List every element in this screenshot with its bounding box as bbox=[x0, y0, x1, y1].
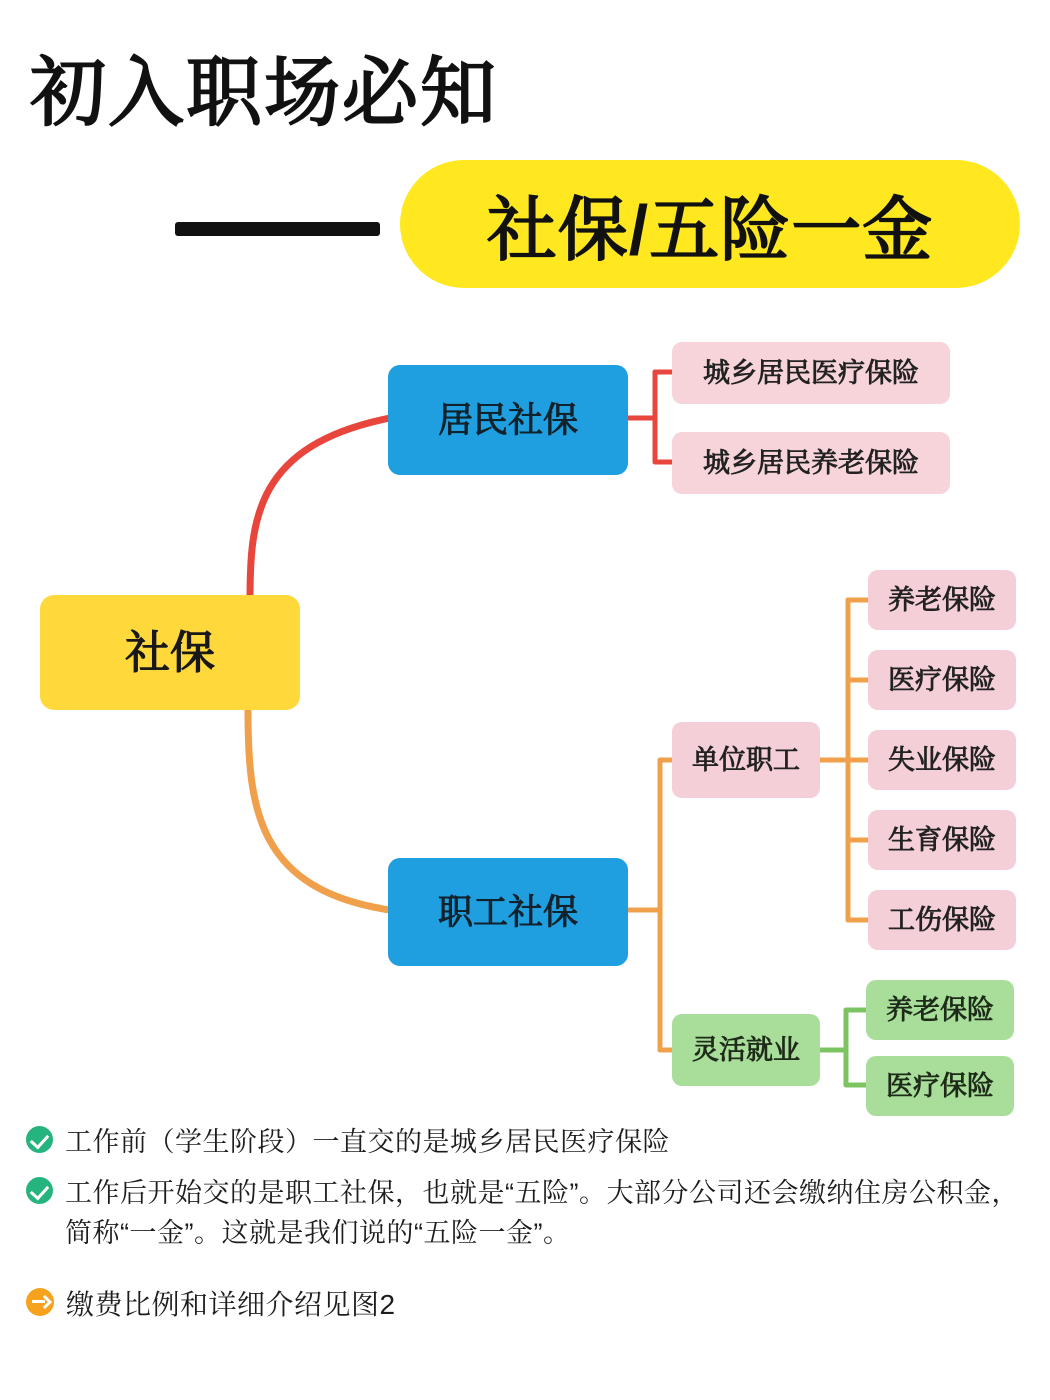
node-label: 养老保险 bbox=[888, 584, 996, 615]
check-circle-icon bbox=[26, 1126, 53, 1158]
mindmap-leaf-employee-maternity[interactable] bbox=[868, 810, 1016, 870]
note-item bbox=[26, 1173, 1024, 1254]
mindmap-leaf-employee-pension[interactable] bbox=[868, 570, 1016, 630]
mindmap-node-resident-social-insurance[interactable] bbox=[388, 365, 628, 475]
mindmap-node-employee-social-insurance[interactable] bbox=[388, 858, 628, 966]
note-text: 工作后开始交的是职工社保，也就是“五险”。大部分公司还会缴纳住房公积金，简称“一金”。这就是我们说的“五险一金”。 bbox=[65, 1177, 1019, 1248]
arrow-circle-icon bbox=[26, 1288, 54, 1321]
node-label: 工伤保险 bbox=[888, 904, 996, 935]
mindmap-node-root[interactable] bbox=[40, 595, 300, 710]
node-label: 职工社保 bbox=[437, 892, 578, 932]
mindmap-leaf-flexible-pension[interactable] bbox=[866, 980, 1014, 1040]
mindmap-node-flexible-employment[interactable] bbox=[672, 1014, 820, 1086]
node-label: 养老保险 bbox=[886, 994, 994, 1025]
mindmap-leaf-resident-pension[interactable] bbox=[672, 432, 950, 494]
node-label: 生育保险 bbox=[888, 824, 996, 855]
header bbox=[0, 0, 1050, 310]
mindmap-node-company-employee[interactable] bbox=[672, 722, 820, 798]
node-label: 城乡居民养老保险 bbox=[703, 447, 919, 478]
subtitle-pill bbox=[400, 160, 1020, 288]
page-subtitle: 社保/五险一金 bbox=[486, 190, 934, 269]
mindmap-leaf-employee-work-injury[interactable] bbox=[868, 890, 1016, 950]
check-circle-icon bbox=[26, 1177, 53, 1209]
footer-note-item bbox=[26, 1284, 1024, 1326]
note-text: 工作前（学生阶段）一直交的是城乡居民医疗保险 bbox=[65, 1127, 670, 1157]
node-label: 失业保险 bbox=[888, 744, 996, 775]
mindmap-leaf-resident-medical[interactable] bbox=[672, 342, 950, 404]
node-label: 单位职工 bbox=[692, 744, 800, 775]
node-label: 城乡居民医疗保险 bbox=[703, 357, 919, 388]
mindmap-leaf-flexible-medical[interactable] bbox=[866, 1056, 1014, 1116]
mindmap-leaf-employee-medical[interactable] bbox=[868, 650, 1016, 710]
node-label: 灵活就业 bbox=[692, 1034, 800, 1065]
footer-note-text: 缴费比例和详细介绍见图2 bbox=[66, 1288, 396, 1320]
page-title: 初入职场必知 bbox=[30, 51, 498, 136]
mindmap bbox=[0, 310, 1050, 1120]
node-label: 社保 bbox=[124, 627, 215, 678]
node-label: 医疗保险 bbox=[888, 664, 996, 695]
notes-section bbox=[0, 1122, 1050, 1336]
long-dash-icon bbox=[175, 222, 380, 236]
mindmap-leaf-employee-unemployment[interactable] bbox=[868, 730, 1016, 790]
note-item bbox=[26, 1122, 1024, 1163]
node-label: 居民社保 bbox=[437, 400, 578, 440]
node-label: 医疗保险 bbox=[886, 1070, 994, 1101]
